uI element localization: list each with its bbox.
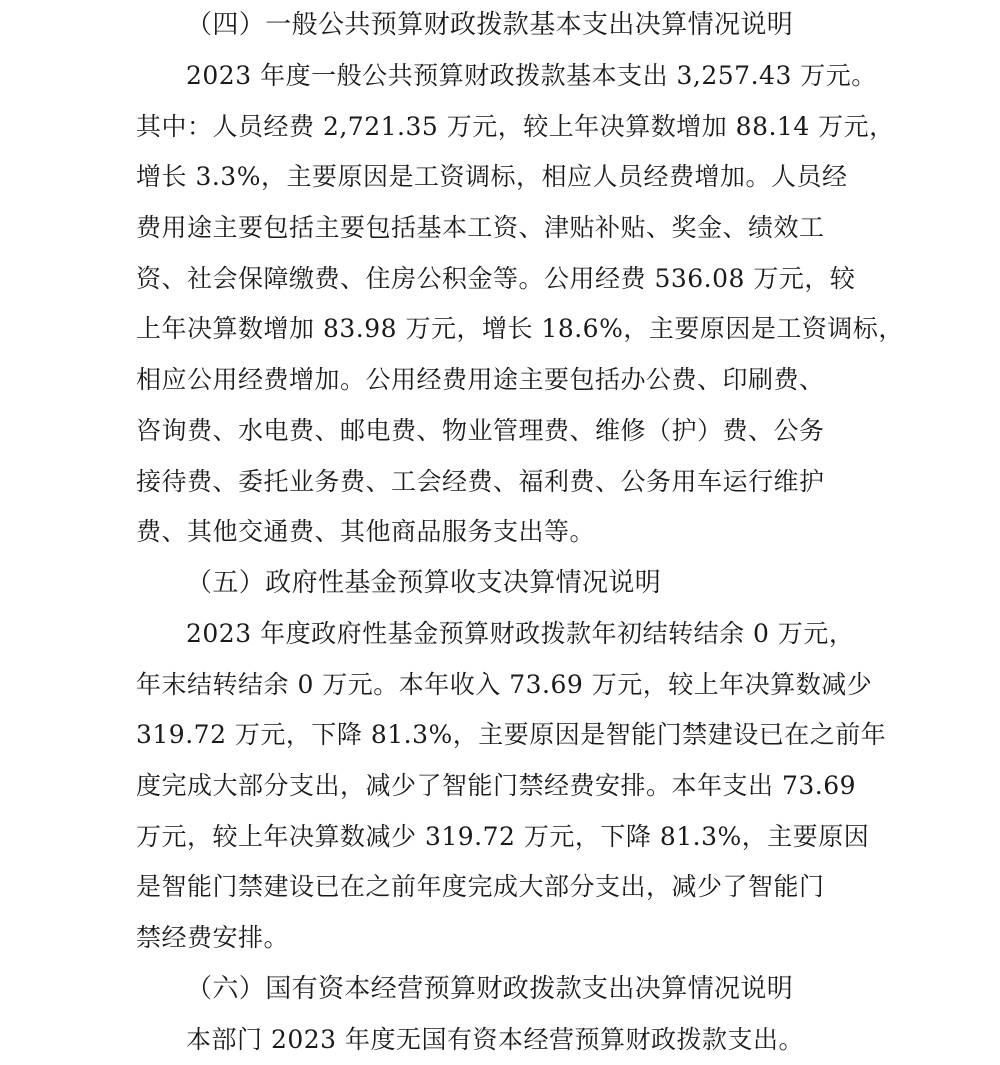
section-4-line-4: 费用途主要包括主要包括基本工资、津贴补贴、奖金、绩效工 — [136, 213, 825, 243]
section-4-line-1: 2023 年度一般公共预算财政拨款基本支出 3,257.43 万元。 — [186, 61, 877, 90]
document-page — [136, 0, 904, 1065]
section-4-heading: （四）一般公共预算财政拨款基本支出决算情况说明 — [186, 10, 794, 40]
section-5-line-6: 是智能门禁建设已在之前年度完成大部分支出，减少了智能门 — [136, 872, 825, 902]
section-4-line-2: 其中：人员经费 2,721.35 万元，较上年决算数增加 88.14 万元， — [136, 111, 895, 141]
section-4-line-7: 相应公用经费增加。公用经费用途主要包括办公费、印刷费、 — [136, 365, 825, 395]
section-5-line-2: 年末结转结余 0 万元。本年收入 73.69 万元，较上年决算数减少 — [136, 669, 873, 699]
section-5-line-5: 万元，较上年决算数减少 319.72 万元，下降 81.3%，主要原因 — [136, 821, 870, 851]
section-5-line-7: 禁经费安排。 — [136, 923, 290, 952]
section-6 — [136, 964, 896, 1065]
section-5-heading: （五）政府性基金预算收支决算情况说明 — [186, 567, 662, 598]
section-4-line-6: 上年决算数增加 83.98 万元，增长 18.6%，主要原因是工资调标， — [136, 314, 904, 344]
section-6-heading: （六）国有资本经营预算财政拨款支出决算情况说明 — [186, 973, 794, 1004]
section-4-line-3: 增长 3.3%，主要原因是工资调标，相应人员经费增加。人员经 — [136, 162, 848, 192]
section-4-line-9: 接待费、委托业务费、工会经费、福利费、公务用车运行维护 — [136, 466, 825, 496]
section-5-line-1: 2023 年度政府性基金预算财政拨款年初结转结余 0 万元， — [186, 618, 855, 648]
section-6-line-1: 本部门 2023 年度无国有资本经营预算财政拨款支出。 — [186, 1024, 805, 1054]
section-5-line-3: 319.72 万元，下降 81.3%，主要原因是智能门禁建设已在之前年 — [136, 720, 887, 750]
section-4-line-10: 费、其他交通费、其他商品服务支出等。 — [136, 517, 596, 547]
section-4-line-8: 咨询费、水电费、邮电费、物业管理费、维修（护）费、公务 — [136, 415, 825, 445]
section-4-line-5: 资、社会保障缴费、住房公积金等。公用经费 536.08 万元，较 — [136, 263, 856, 293]
section-5-line-4: 度完成大部分支出，减少了智能门禁经费安排。本年支出 73.69 — [136, 770, 857, 800]
section-5 — [136, 558, 896, 964]
section-4 — [136, 0, 904, 558]
